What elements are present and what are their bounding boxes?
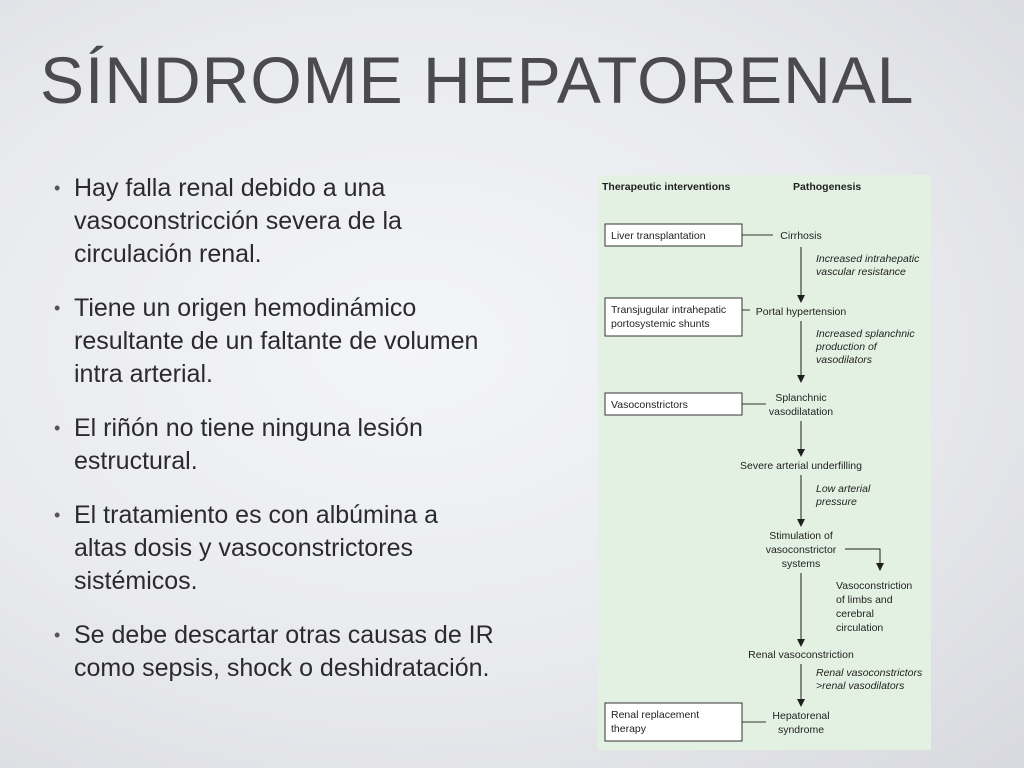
stage-splanchnic-line: Splanchnic [775,392,827,404]
stage-hepatorenal-line: syndrome [777,724,825,736]
stage-limbs-line: Vasoconstriction [836,580,913,592]
mechanism-low-pressure-line: Low arterial [816,483,871,495]
flow-arrow [845,549,880,567]
stage-portal-hypertension: Portal hypertension [755,306,847,318]
stage-stimulation-line: systems [781,558,821,570]
bullet-list [54,172,494,706]
slide-title: SÍNDROME HEPATORENAL [40,43,915,117]
bullet-item: • Tiene un origen hemodinámico resultante de un faltante de volumen intra arterial. [54,292,494,391]
pathogenesis-diagram [598,175,931,750]
header-pathogenesis: Pathogenesis [793,181,862,193]
bullet-item: • Se debe descartar otras causas de IR como sepsis, shock o deshidratación. [54,619,494,685]
vasoconstrictors-label: Vasoconstrictors [611,399,688,411]
bullet-item: • El tratamiento es con albúmina a altas dosis y vasoconstrictores sistémicos. [54,499,494,598]
mechanism-intrahepatic-line: vascular resistance [816,266,906,278]
stage-cirrhosis: Cirrhosis [780,230,822,242]
mechanism-splanchnic-line: Increased splanchnic [816,328,915,340]
mechanism-splanchnic-line: production of [816,341,877,353]
stage-hepatorenal-line: Hepatorenal [772,710,830,722]
tips-label-line: portosystemic shunts [611,318,710,330]
renal-replacement-label-line: Renal replacement [611,709,700,721]
stage-renal-vasoconstriction: Renal vasoconstriction [748,649,854,661]
renal-replacement-label-line: therapy [611,723,647,735]
mechanism-low-pressure-line: pressure [816,496,857,508]
stage-splanchnic-line: vasodilatation [768,406,834,418]
mechanism-intrahepatic-line: Increased intrahepatic [816,253,920,265]
stage-stimulation-line: vasoconstrictor [765,544,837,556]
mechanism-renal-ratio-line: Renal vasoconstrictors [816,667,923,679]
stage-stimulation-line: Stimulation of [769,530,833,542]
mechanism-renal-ratio-line: >renal vasodilators [816,680,905,692]
header-therapeutic: Therapeutic interventions [602,181,731,193]
bullet-item: • Hay falla renal debido a una vasoconstricción severa de la circulación renal. [54,172,494,271]
tips-label-line: Transjugular intrahepatic [611,304,727,316]
stage-arterial-underfilling: Severe arterial underfilling [740,460,862,472]
mechanism-splanchnic-line: vasodilators [816,354,873,366]
stage-limbs-line: cerebral [836,608,874,620]
bullet-item: • El riñón no tiene ninguna lesión estructural. [54,412,494,478]
stage-limbs-line: circulation [836,622,884,634]
stage-limbs-line: of limbs and [836,594,893,606]
liver-transplant-label: Liver transplantation [611,230,706,242]
